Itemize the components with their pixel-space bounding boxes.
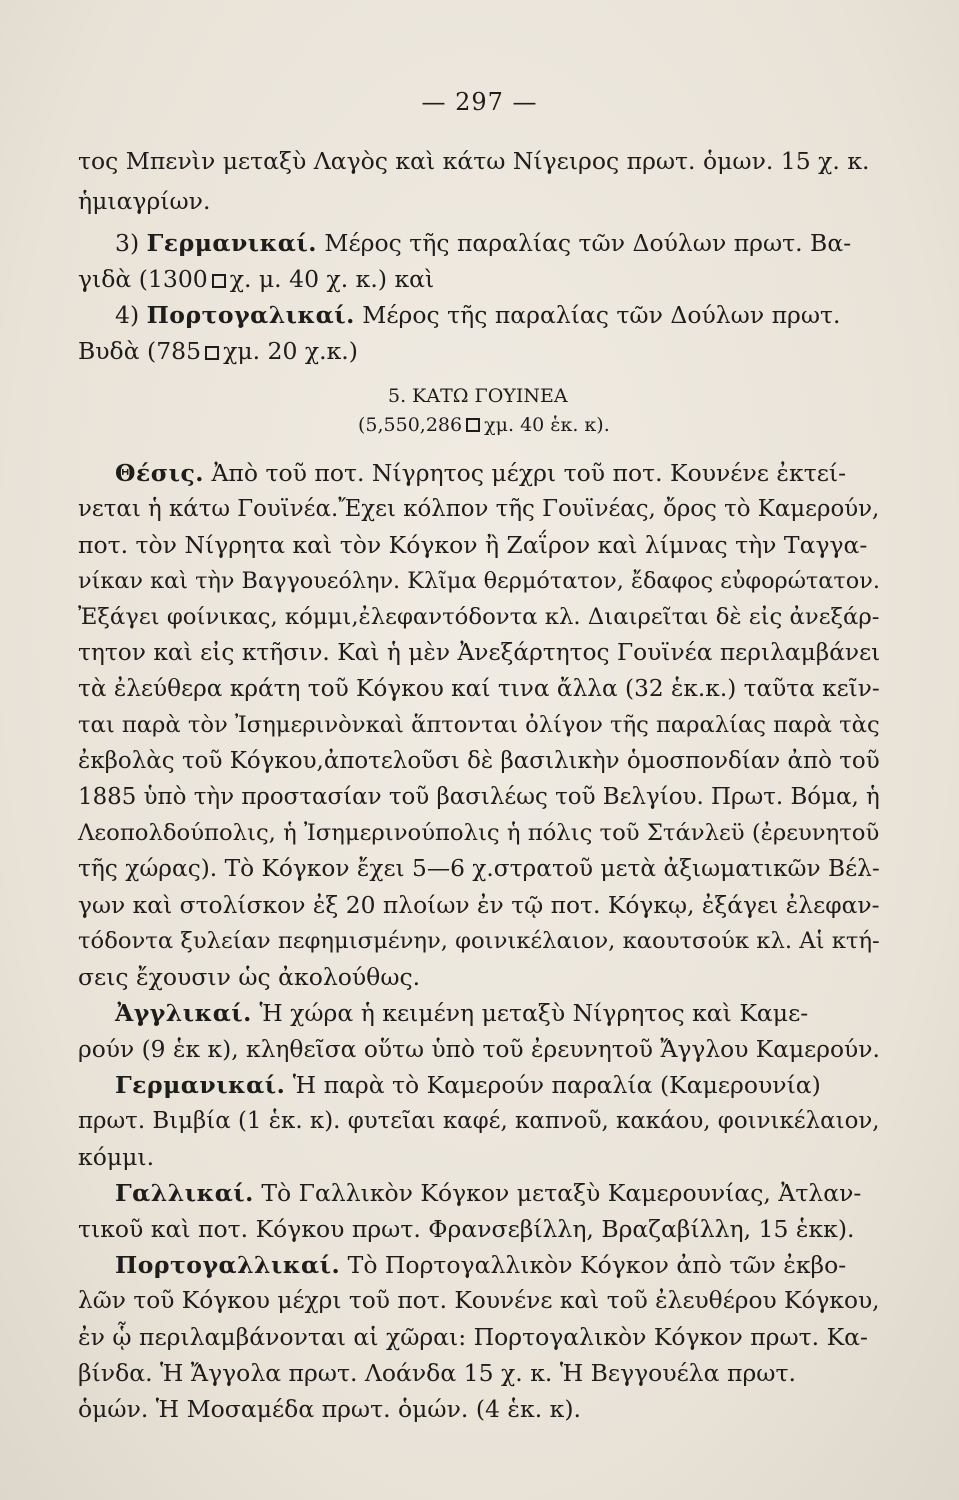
text-line: πρωτ. Βιμβία (1 ἑκ. κ). φυτεῖαι καφέ, καπνοῦ, κακάου, φοινικέλαιον,	[78, 1108, 880, 1134]
paragraph-heading: Γαλλικαί.	[115, 1179, 254, 1207]
text-line	[115, 300, 840, 330]
text-line: ὁμών. Ἡ Μοσαμέδα πρωτ. ὁμών. (4 ἑκ. κ).	[78, 1395, 581, 1423]
paragraph-heading: Πορτογαλλικαί.	[115, 1251, 341, 1279]
text-line: τῆς χώρας). Τὸ Κόγκον ἔχει 5—6 χ.στρατοῦ μετὰ ἀξιωματικῶν Βέλ-	[78, 855, 880, 882]
text-line	[115, 458, 846, 488]
text-span: Βυδὰ (785	[78, 337, 202, 365]
list-number: 4)	[115, 301, 140, 329]
text-line: νεται ἡ κάτω Γουϊνέα.Ἔχει κόλπον τῆς Γουϊνέας, ὄρος τὸ Καμερούν,	[78, 496, 880, 522]
text-line: Ἐξάγει φοίνικας, κόμμι,ἐλεφαντόδοντα κλ. Διαιρεῖται δὲ εἰς ἀνεξάρ-	[78, 604, 880, 630]
text-line: λῶν τοῦ Κόγκου μέχρι τοῦ ποτ. Κουνένε καὶ τοῦ ἐλευθέρου Κόγκου,	[78, 1287, 880, 1314]
square-icon	[212, 274, 226, 288]
text-span: Ἡ χώρα ἡ κειμένη μεταξὺ Νίγρητος καὶ Καμε-	[259, 999, 809, 1027]
text-line: ἐκβολὰς τοῦ Κόγκου,ἀποτελοῦσι δὲ βασιλικὴν ὁμοσπονδίαν ἀπὸ τοῦ	[78, 748, 880, 774]
paragraph-heading: Θέσις.	[115, 459, 204, 487]
text-line: Λεοπολδούπολις, ἡ Ἰσημερινούπολις ἡ πόλις τοῦ Στάνλεϋ (ἐρευνητοῦ	[78, 820, 880, 846]
text-line: ποτ. τὸν Νίγρητα καὶ τὸν Κόγκον ἢ Ζαΐρον καὶ λίμνας τὴν Ταγγα-	[78, 531, 868, 559]
text-span: Μέρος τῆς παραλίας τῶν Δούλων πρωτ. Βα-	[324, 229, 852, 257]
text-span: χ. μ. 40 χ. κ.) καὶ	[229, 265, 435, 293]
text-line	[115, 228, 851, 258]
text-span: (5,550,286	[358, 414, 463, 436]
text-line: 1885 ὑπὸ τὴν προστασίαν τοῦ βασιλέως τοῦ Βελγίου. Πρωτ. Βόμα, ἡ	[78, 784, 880, 810]
text-line: σεις ἔχουσιν ὡς ἀκολούθως.	[78, 963, 421, 991]
section-heading: Γερμανικαί.	[146, 229, 317, 257]
text-line: γων καὶ στολίσκον ἐξ 20 πλοίων ἐν τῷ ποτ. Κόγκῳ, ἐξάγει ἐλεφαν-	[78, 891, 880, 919]
page-number: — 297 —	[421, 88, 538, 116]
square-icon	[205, 346, 219, 360]
text-line	[78, 336, 358, 366]
text-line: τικοῦ καὶ ποτ. Κόγκου πρωτ. Φρανσεβίλλη, Βραζαβίλλη, 15 ἑκκ).	[78, 1215, 855, 1243]
chapter-title: 5. ΚΑΤΩ ΓΟΥΙΝΕΑ	[388, 385, 568, 407]
text-line: κόμμι.	[78, 1143, 155, 1171]
paragraph-heading: Γερμανικαί.	[115, 1071, 286, 1099]
text-span: Ἀπὸ τοῦ ποτ. Νίγρητος μέχρι τοῦ ποτ. Κουνένε ἐκτεί-	[211, 459, 847, 487]
text-line	[78, 264, 434, 294]
text-span: Τὸ Πορτογαλλικὸν Κόγκον ἀπὸ τῶν ἐκβο-	[347, 1251, 847, 1279]
text-line: τητον καὶ εἰς κτῆσιν. Καὶ ἡ μὲν Ἀνεξάρτητος Γουϊνέα περιλαμβάνει	[78, 639, 881, 666]
text-span: Τὸ Γαλλικὸν Κόγκον μεταξὺ Καμερουνίας, Ἀτλαν-	[261, 1179, 862, 1207]
text-line	[115, 1070, 821, 1100]
text-span: χμ. 40 ἑκ. κ).	[484, 414, 610, 436]
text-line	[115, 1250, 846, 1280]
text-line: ρούν (9 ἑκ κ), κληθεῖσα οὕτω ὑπὸ τοῦ ἐρευνητοῦ Ἄγγλου Καμερούν.	[78, 1035, 880, 1063]
text-line: τὰ ἐλεύθερα κράτη τοῦ Κόγκου καί τινα ἄλλα (32 ἑκ.κ.) ταῦτα κεῖν-	[78, 675, 880, 702]
text-line	[115, 998, 808, 1028]
text-line: τόδοντα ξυλείαν πεφημισμένην, φοινικέλαιον, καουτσούκ κλ. Αἱ κτή-	[78, 928, 880, 954]
paragraph-heading: Ἀγγλικαί.	[115, 999, 252, 1027]
text-line	[115, 1178, 861, 1208]
list-number: 3)	[115, 229, 140, 257]
text-line: τος Μπενὶν μεταξὺ Λαγὸς καὶ κάτω Νίγειρος πρωτ. ὁμων. 15 χ. κ.	[78, 147, 870, 175]
text-span: χμ. 20 χ.κ.)	[223, 337, 358, 365]
text-line: ἡμιαγρίων.	[78, 187, 211, 215]
chapter-subtitle	[358, 412, 610, 438]
text-span: γιδὰ (1300	[78, 265, 208, 293]
section-heading: Πορτογαλικαί.	[146, 301, 355, 329]
square-icon	[466, 418, 480, 432]
text-span: Μέρος τῆς παραλίας τῶν Δούλων πρωτ.	[362, 301, 841, 329]
text-line: νίκαν καὶ τὴν Βαγγουεόλην. Κλῖμα θερμότατον, ἔδαφος εὐφορώτατον.	[78, 568, 880, 594]
text-line: βίνδα. Ἡ Ἄγγολα πρωτ. Λοάνδα 15 χ. κ. Ἡ Βεγγουέλα πρωτ.	[78, 1359, 796, 1387]
text-line: ται παρὰ τὸν Ἰσημερινὸνκαὶ ἅπτονται ὀλίγον τῆς παραλίας παρὰ τὰς	[78, 712, 880, 738]
text-line: ἐν ᾧ περιλαμβάνονται αἱ χῶραι: Πορτογαλικὸν Κόγκον πρωτ. Κα-	[78, 1323, 868, 1351]
text-span: Ἡ παρὰ τὸ Καμερούν παραλία (Καμερουνία)	[292, 1071, 821, 1099]
